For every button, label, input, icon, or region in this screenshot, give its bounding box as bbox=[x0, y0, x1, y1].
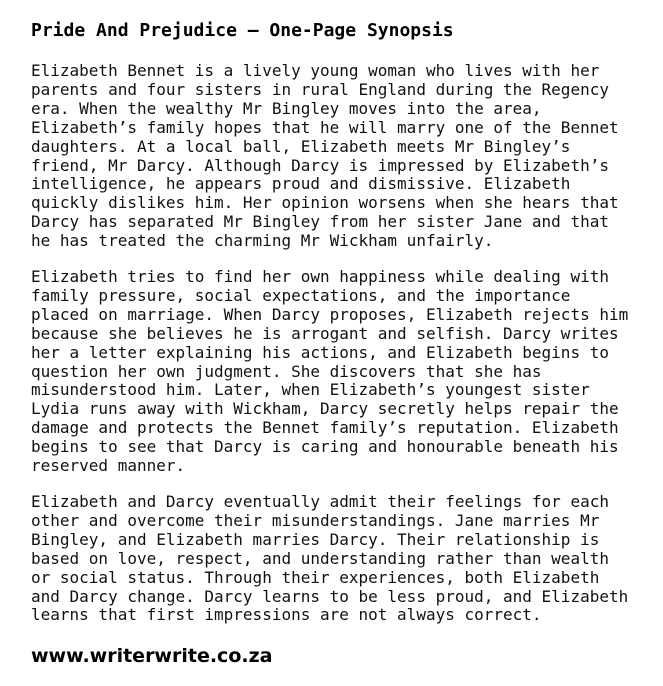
paragraph-line: family pressure, social expectations, and the importance bbox=[31, 285, 571, 305]
paragraph-line: intelligence, he appears proud and dismissive. Elizabeth bbox=[31, 174, 571, 194]
paragraph-line: Elizabeth tries to find her own happiness while dealing with bbox=[31, 267, 609, 286]
synopsis-paragraph-3 bbox=[31, 493, 628, 625]
website-url: www.writerwrite.co.za bbox=[31, 645, 273, 667]
paragraph-line: Elizabeth Bennet is a lively young woman who lives with her bbox=[31, 61, 600, 80]
paragraph-line: question her own judgment. She discovers that she has bbox=[31, 361, 542, 381]
paragraph-line: because she believes he is arrogant and selfish. Darcy writes bbox=[31, 323, 619, 343]
paragraph-line: based on love, respect, and understanding rather than wealth bbox=[31, 548, 609, 568]
paragraph-line: learns that first impressions are not always correct. bbox=[31, 605, 542, 625]
paragraph-line: begins to see that Darcy is caring and honourable beneath his bbox=[31, 437, 619, 457]
synopsis-paragraph-2 bbox=[31, 268, 628, 476]
paragraph-line: Elizabeth and Darcy eventually admit their feelings for each bbox=[31, 492, 609, 511]
paragraph-line: her a letter explaining his actions, and Elizabeth begins to bbox=[31, 342, 609, 362]
paragraph-line: he has treated the charming Mr Wickham unfairly. bbox=[31, 231, 494, 251]
paragraph-line: Darcy has separated Mr Bingley from her sister Jane and that bbox=[31, 212, 609, 232]
paragraph-line: placed on marriage. When Darcy proposes, Elizabeth rejects him bbox=[31, 304, 629, 324]
paragraph-line: Elizabeth’s family hopes that he will marry one of the Bennet bbox=[31, 117, 619, 137]
paragraph-line: other and overcome their misunderstandings. Jane marries Mr bbox=[31, 510, 600, 530]
paragraph-line: quickly dislikes him. Her opinion worsens when she hears that bbox=[31, 193, 619, 213]
paragraph-line: daughters. At a local ball, Elizabeth meets Mr Bingley’s bbox=[31, 136, 571, 156]
paragraph-line: friend, Mr Darcy. Although Darcy is impressed by Elizabeth’s bbox=[31, 155, 609, 175]
paragraph-line: Bingley, and Elizabeth marries Darcy. Their relationship is bbox=[31, 529, 600, 549]
synopsis-paragraph-1 bbox=[31, 62, 619, 251]
paragraph-line: Lydia runs away with Wickham, Darcy secretly helps repair the bbox=[31, 399, 619, 419]
page-title: Pride And Prejudice – One-Page Synopsis bbox=[31, 20, 454, 41]
paragraph-line: or social status. Through their experiences, both Elizabeth bbox=[31, 567, 600, 587]
paragraph-line: reserved manner. bbox=[31, 456, 186, 476]
paragraph-line: and Darcy change. Darcy learns to be less proud, and Elizabeth bbox=[31, 586, 629, 606]
paragraph-line: damage and protects the Bennet family’s reputation. Elizabeth bbox=[31, 418, 619, 438]
paragraph-line: parents and four sisters in rural England during the Regency bbox=[31, 79, 609, 99]
paragraph-line: era. When the wealthy Mr Bingley moves into the area, bbox=[31, 98, 542, 118]
paragraph-line: misunderstood him. Later, when Elizabeth’s youngest sister bbox=[31, 380, 590, 400]
